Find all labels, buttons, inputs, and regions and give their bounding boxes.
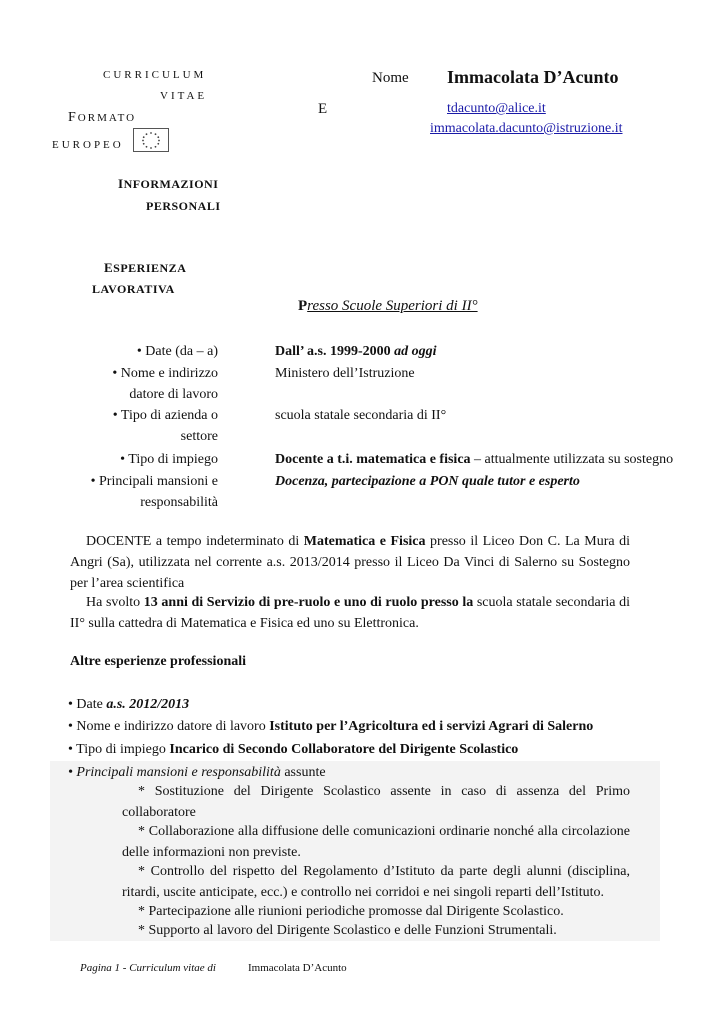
value-company: scuola statale secondaria di II° [275, 408, 447, 423]
email-link-1[interactable]: tdacunto@alice.it [447, 101, 546, 116]
duty-item-5: * Supporto al lavoro del Dirigente Scolastico e delle Funzioni Strumentali. [138, 923, 557, 938]
other-date: • Date a.s. 2012/2013 [68, 697, 190, 712]
cv-title-curriculum: CURRICULUM [103, 69, 207, 81]
label-date: • Date (da – a) [136, 344, 218, 359]
email-link-2[interactable]: immacolata.dacunto@istruzione.it [430, 121, 623, 136]
other-duties-label: • Principali mansioni e responsabilità assunte [68, 765, 326, 780]
person-name: Immacolata D’Acunto [447, 67, 619, 87]
duty-item-4: * Partecipazione alle riunioni periodiche promosse dal Dirigente Scolastico. [138, 904, 564, 919]
footer-page-text: Pagina 1 - Curriculum vitae di [80, 962, 216, 974]
cv-title-vitae: VITAE [160, 90, 208, 102]
europeo-label: EUROPEO [52, 139, 124, 151]
paragraph-teacher: DOCENTE a tempo indeterminato di Matematica e Fisica presso il Liceo Don C. La Mura di Angri (Sa), utilizzata nel corrente a.s. 2013/2014 presso il Liceo Da Vinci di Salerno su Sostegno per l’area scientifica [70, 534, 630, 591]
footer-name: Immacolata D’Acunto [248, 962, 347, 974]
other-employer: • Nome e indirizzo datore di lavoro Istituto per l’Agricoltura ed i servizi Agrari di Salerno [68, 719, 594, 734]
label-company: • Tipo di azienda o [112, 408, 218, 423]
label-duties-2: responsabilità [140, 495, 218, 510]
eu-flag-icon [133, 128, 169, 152]
other-experiences-title: Altre esperienze professionali [70, 654, 247, 669]
nome-label: Nome [372, 70, 409, 86]
info-section-title: INFORMAZIONI [118, 176, 219, 191]
email-label: E [318, 101, 328, 117]
duty-item-1: * Sostituzione del Dirigente Scolastico assente in caso di assenza del Primo collaboratore [122, 784, 630, 820]
label-employer-2: datore di lavoro [129, 387, 218, 402]
duty-item-2: * Collaborazione alla diffusione delle comunicazioni ordinarie nonché alla circolazione delle informazioni non previste. [122, 824, 630, 860]
other-job: • Tipo di impiego Incarico di Secondo Collaboratore del Dirigente Scolastico [68, 742, 519, 757]
info-section-title-2: PERSONALI [146, 199, 221, 213]
label-company-2: settore [180, 429, 218, 444]
experience-subtitle: Presso Scuole Superiori di II° [298, 298, 478, 314]
label-employer: • Nome e indirizzo [112, 366, 218, 381]
value-date: Dall’ a.s. 1999-2000 ad oggi [275, 344, 437, 359]
value-employer: Ministero dell’Istruzione [275, 366, 415, 381]
value-job: Docente a t.i. matematica e fisica – attualmente utilizzata su sostegno [275, 452, 674, 467]
experience-section-title-2: LAVORATIVA [92, 282, 175, 296]
paragraph-service: Ha svolto 13 anni di Servizio di pre-ruolo e uno di ruolo presso la scuola statale secondaria di II° sulla cattedra di Matematica e Fisica ed uno su Elettronica. [70, 595, 630, 631]
duty-item-3: * Controllo del rispetto del Regolamento d’Istituto da parte degli alunni (disciplina, ritardi, uscite anticipate, ecc.) e controllo nei corridoi e nei singoli reparti dell’Istituto. [122, 864, 630, 900]
experience-section-title: ESPERIENZA [104, 260, 187, 275]
value-duties: Docenza, partecipazione a PON quale tutor e esperto [275, 474, 580, 489]
label-job: • Tipo di impiego [120, 452, 218, 467]
label-duties: • Principali mansioni e [90, 474, 218, 489]
formato-label: FORMATO [68, 110, 137, 125]
